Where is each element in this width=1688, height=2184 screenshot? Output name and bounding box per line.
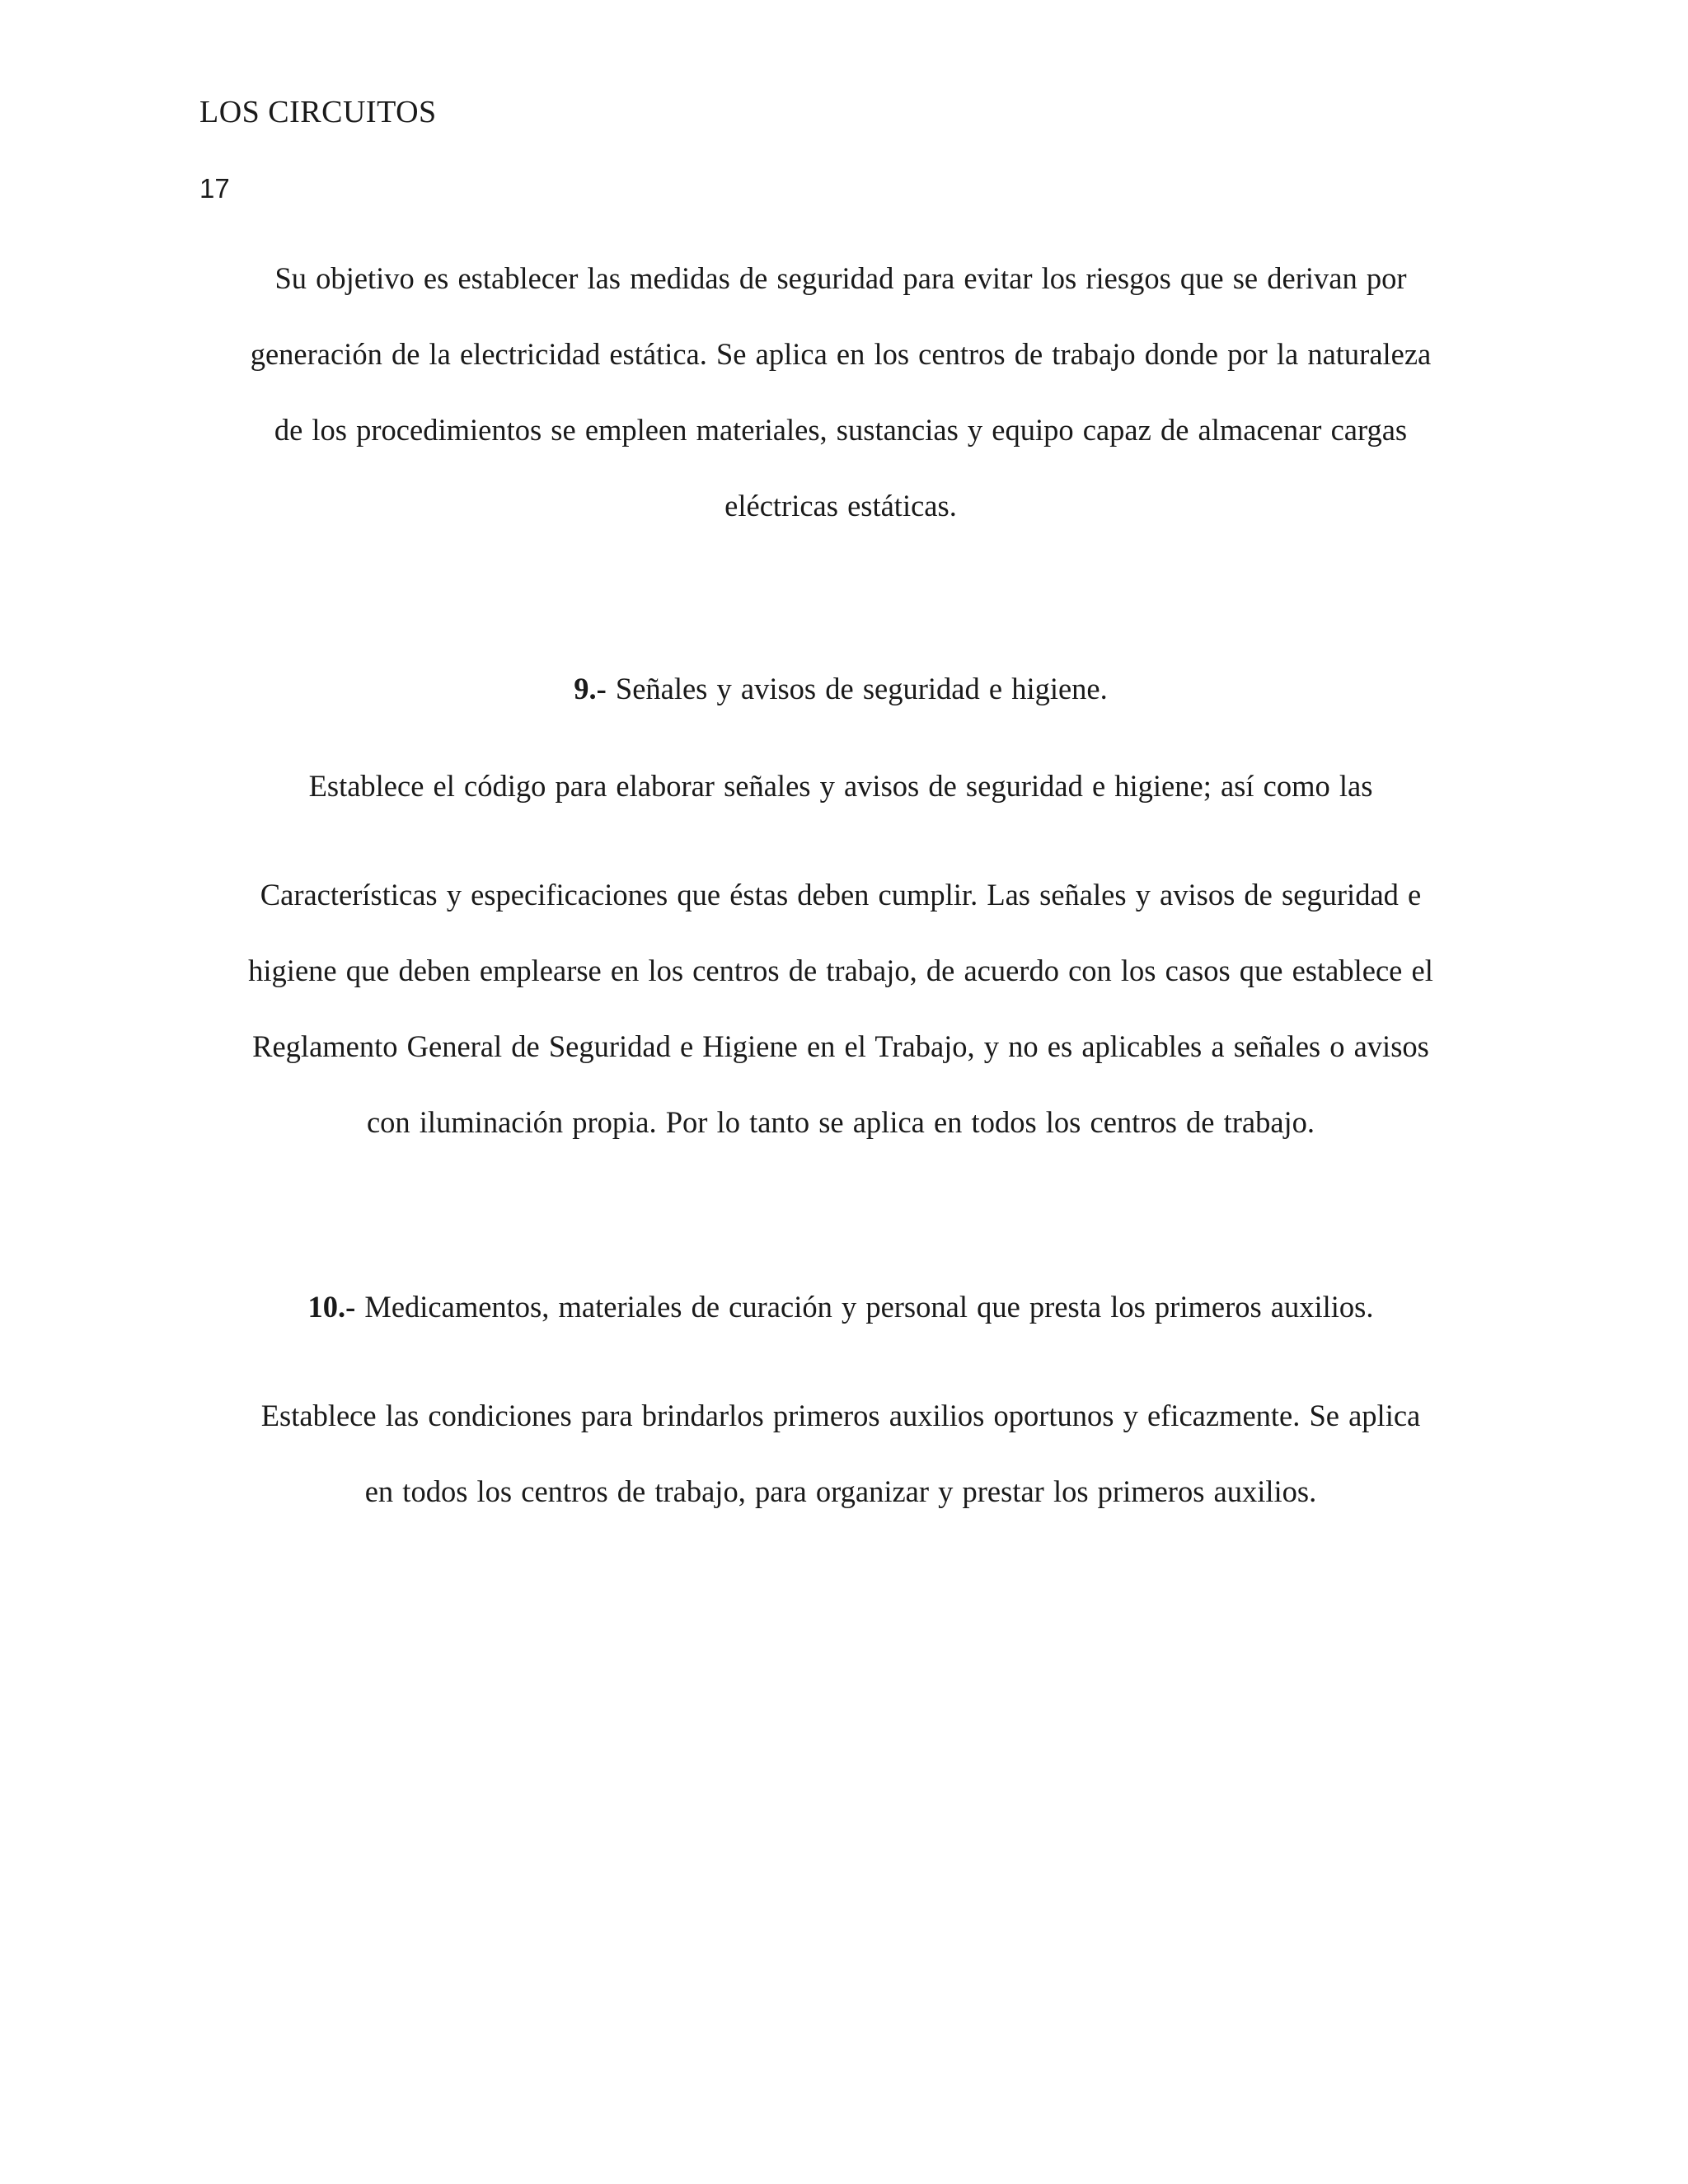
paragraph-line: en todos los centros de trabajo, para organizar y prestar los primeros auxilios. <box>364 1474 1317 1508</box>
section-number: 9.- <box>574 672 607 705</box>
section-heading-10 <box>198 1282 1484 1332</box>
page-number: 17 <box>199 173 230 204</box>
section-heading-9 <box>198 664 1484 714</box>
paragraph-line: Características y especificaciones que éstas deben cumplir. Las señales y avisos de seguridad e <box>260 878 1422 912</box>
section-9-intro <box>198 762 1484 811</box>
paragraph-line: higiene que deben emplearse en los centros de trabajo, de acuerdo con los casos que establece el <box>248 954 1433 987</box>
paragraph-electrostatic <box>198 241 1484 544</box>
paragraph-line: Establece el código para elaborar señales y avisos de seguridad e higiene; así como las <box>308 769 1373 803</box>
paragraph-line: generación de la electricidad estática. Se aplica en los centros de trabajo donde por la naturaleza <box>250 337 1432 371</box>
section-9-body <box>198 857 1484 1160</box>
paragraph-line: de los procedimientos se empleen materiales, sustancias y equipo capaz de almacenar cargas <box>274 413 1408 447</box>
running-head: LOS CIRCUITOS <box>199 95 437 129</box>
section-number: 10.- <box>307 1290 356 1324</box>
paragraph-line: Su objetivo es establecer las medidas de seguridad para evitar los riesgos que se derivan por <box>274 261 1407 295</box>
paragraph-line: Reglamento General de Seguridad e Higiene en el Trabajo, y no es aplicables a señales o avisos <box>252 1029 1429 1063</box>
paragraph-line: eléctricas estáticas. <box>724 489 957 523</box>
section-10-body <box>198 1378 1484 1530</box>
section-title: Señales y avisos de seguridad e higiene. <box>606 672 1108 705</box>
paragraph-line: Establece las condiciones para brindarlos primeros auxilios oportunos y eficazmente. Se aplica <box>260 1399 1421 1432</box>
paragraph-line: con iluminación propia. Por lo tanto se aplica en todos los centros de trabajo. <box>366 1105 1315 1139</box>
section-title: Medicamentos, materiales de curación y personal que presta los primeros auxilios. <box>355 1290 1374 1324</box>
